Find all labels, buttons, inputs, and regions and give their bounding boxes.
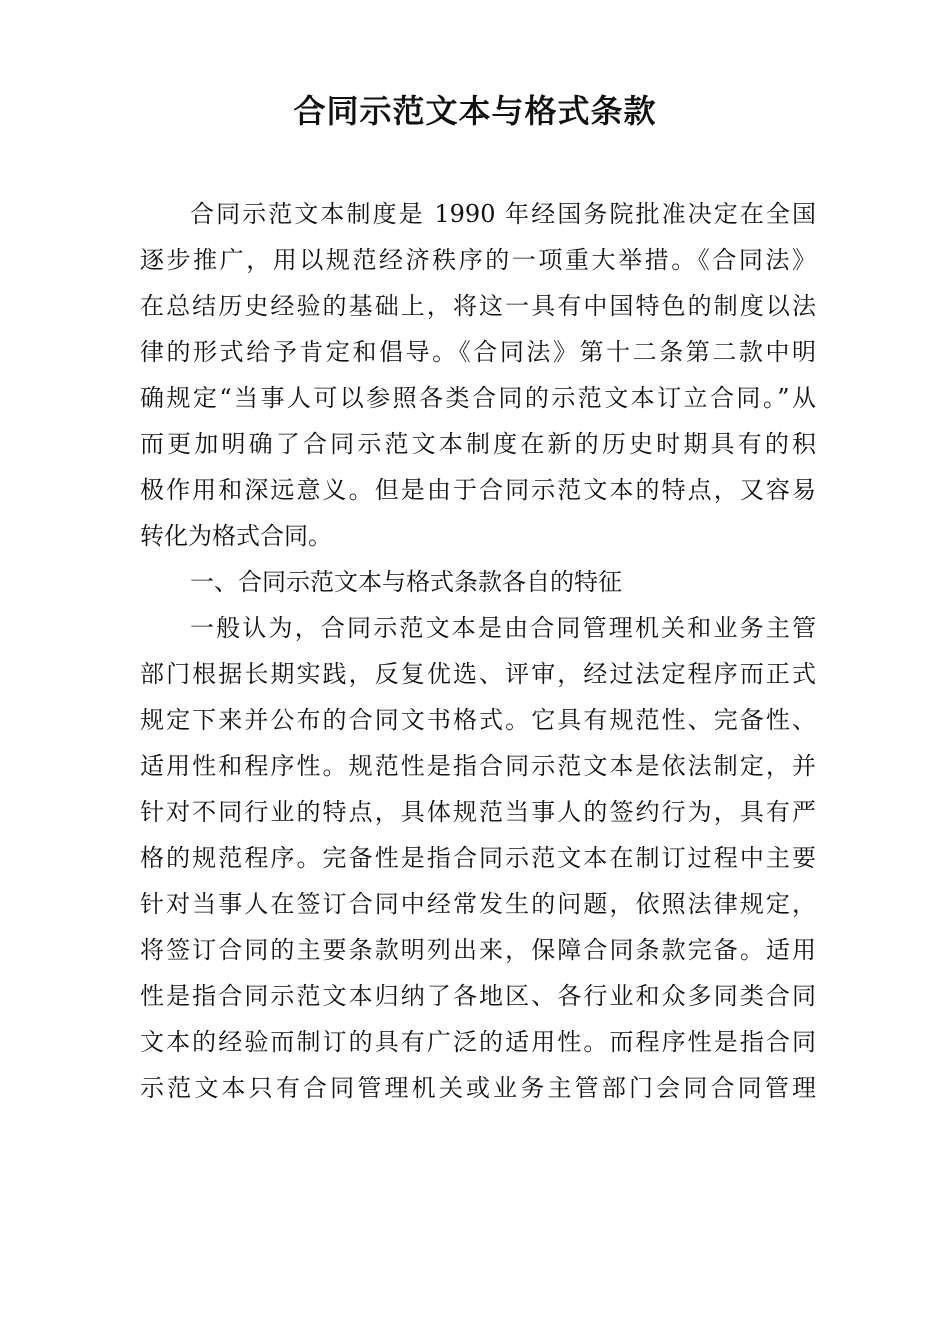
paragraph-line: 规定下来并公布的合同文书格式。它具有规范性、完备性、 <box>140 706 816 734</box>
paragraph-line: 针对不同行业的特点，具体规范当事人的签约行为，具有严 <box>140 798 816 826</box>
paragraph-line: 针对当事人在签订合同中经常发生的问题，依照法律规定， <box>140 890 816 918</box>
paragraph-line: 确规定“当事人可以参照各类合同的示范文本订立合同。”从 <box>140 384 816 412</box>
paragraph-line: 文本的经验而制订的具有广泛的适用性。而程序性是指合同 <box>140 1028 816 1056</box>
paragraph-line: 格的规范程序。完备性是指合同示范文本在制订过程中主要 <box>140 844 816 872</box>
paragraph-line: 合同示范文本制度是 1990 年经国务院批准决定在全国 <box>190 200 816 228</box>
paragraph-line: 转化为格式合同。 <box>140 522 332 550</box>
paragraph-line: 部门根据长期实践，反复优选、评审，经过法定程序而正式 <box>140 660 816 688</box>
section-heading: 一、合同示范文本与格式条款各自的特征 <box>190 568 622 596</box>
paragraph-line: 而更加明确了合同示范文本制度在新的历史时期具有的积 <box>140 430 816 458</box>
paragraph-line: 一般认为，合同示范文本是由合同管理机关和业务主管 <box>190 614 816 642</box>
paragraph-line: 将签订合同的主要条款明列出来，保障合同条款完备。适用 <box>140 936 816 964</box>
paragraph-line: 示范文本只有合同管理机关或业务主管部门会同合同管理 <box>140 1074 816 1102</box>
paragraph-line: 性是指合同示范文本归纳了各地区、各行业和众多同类合同 <box>140 982 816 1010</box>
document-title: 合同示范文本与格式条款 <box>293 92 657 130</box>
paragraph-line: 在总结历史经验的基础上，将这一具有中国特色的制度以法 <box>140 292 816 320</box>
paragraph-line: 极作用和深远意义。但是由于合同示范文本的特点，又容易 <box>140 476 816 504</box>
paragraph-line: 逐步推广，用以规范经济秩序的一项重大举措。《合同法》 <box>140 246 816 274</box>
paragraph-line: 律的形式给予肯定和倡导。《合同法》第十二条第二款中明 <box>140 338 816 366</box>
paragraph-line: 适用性和程序性。规范性是指合同示范文本是依法制定，并 <box>140 752 816 780</box>
document-body <box>140 191 816 1111</box>
